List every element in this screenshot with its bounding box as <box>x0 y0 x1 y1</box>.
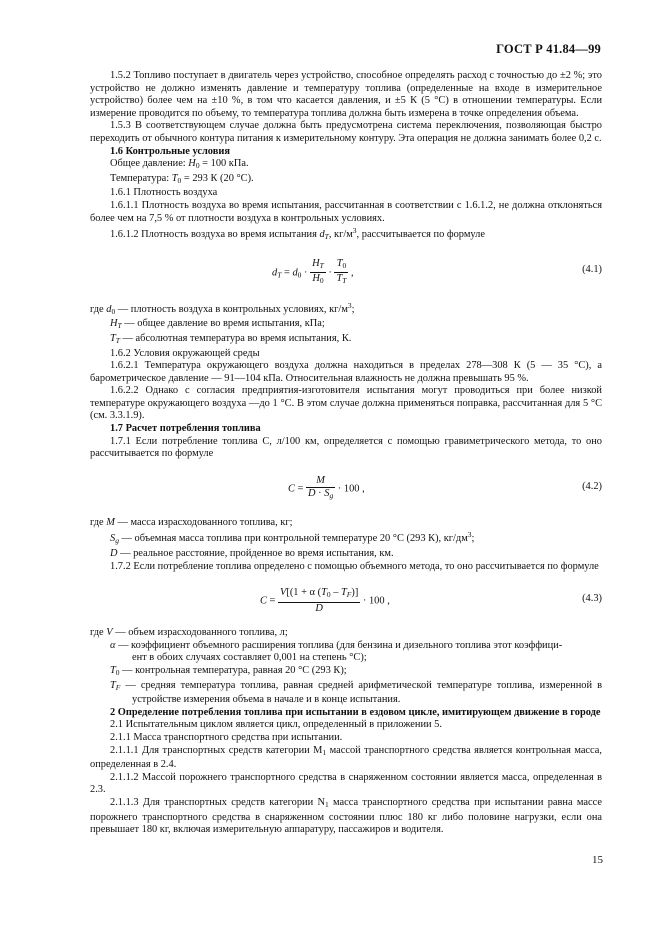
formula-4-2 <box>90 465 602 511</box>
equation-number: (4.3) <box>582 593 602 605</box>
equation-number: (4.1) <box>582 263 602 275</box>
fraction-t: $\frac{T_0}{T_T}$ <box>336 257 347 286</box>
para-1-6-1-1: 1.6.1.1 Плотность воздуха во время испытания, рассчитанная в соответствии с 1.6.1.2, не должна отклоняться более чем на 7,5 % от плотности воздуха в контрольных условиях. <box>90 199 602 224</box>
where-tf: $T_F$ — средняя температура топлива, равная средней арифметической температуре топлива, измеренной в устройстве измерения объема в начале и в конце испытания. <box>110 679 602 706</box>
para-2-1: 2.1 Испытательным циклом является цикл, определенный в приложении 5. <box>110 719 442 731</box>
equation-4-2: C = $\frac{M}{D \cdot S_g}$ · 100 , <box>288 475 365 503</box>
heading-2: 2 Определение потребления топлива при испытании в ездовом цикле, имитирующем движение в городе <box>110 706 601 718</box>
para-1-6-1: 1.6.1 Плотность воздуха <box>110 187 218 199</box>
formula-4-3 <box>90 577 602 621</box>
fraction-v: $\frac{V[(1 + \alpha (T_0 - T_F)]}{D}$ <box>280 587 359 614</box>
heading-1-6: 1.6 Контрольные условия <box>110 145 230 157</box>
para-1-6-2: 1.6.2 Условия окружающей среды <box>110 347 260 359</box>
para-1-5-3: 1.5.3 В соответствующем случае должна быть предусмотрена система переключения, позволяющая быстро переходить от обычного контура питания к измерительному контуру. Эта операция не должна занимать более 0,2 с. <box>90 120 602 144</box>
para-1-5-2: 1.5.2 Топливо поступает в двигатель через устройство, способное определять расход с точностью до ±2 %; это устройство не должно изменять давление и температуру топлива (определенные на входе в измерительное устройство) более чем на ±10 %, в том что касается давления, и ±5 К (5 °С) в отношении температуры. Если измерение проводится по объему, то температура топлива должна быть измерена в точке определения объема. <box>90 70 602 119</box>
para-pressure: Общее давление: $H_0 = 100$ кПа. <box>110 158 249 171</box>
para-1-7-2: 1.7.2 Если потребление топлива определено с помощью объемного метода, то оно рассчитывается по формуле <box>110 560 599 572</box>
where-alpha: α — коэффициент объемного расширения топлива (для бензина и дизельного топлива этот коэффици- <box>110 639 563 651</box>
para-1-6-2-1: 1.6.2.1 Температура окружающего воздуха должна находиться в пределах 278—308 К (5 — 35 °С), а барометрическое давление — 91—104 кПа. Относительная влажность не должна превышать 95 %. <box>90 360 602 384</box>
where-sg: $S_g$ — объемная масса топлива при контрольной температуре 20 °С (293 К), $кг/дм^3$; <box>110 530 475 546</box>
formula-4-1 <box>90 248 602 294</box>
para-2-1-1-3: 2.1.1.3 Для транспортных средств категории $N_1$ масса транспортного средства при испытании равна массе порожнего транспортного средства в снаряженном состоянии плюс 180 кг либо половине нагрузки, если она превышает 180 кг, включая измерительную аппаратуру, пассажиров и водителя. <box>90 796 603 836</box>
where-v: где V — объем израсходованного топлива, л; <box>90 627 288 639</box>
page-number: 15 <box>592 854 603 866</box>
para-temperature: Температура: $T_0 = 293$ К (20 °С). <box>110 172 254 185</box>
para-1-6-1-2: 1.6.1.2 Плотность воздуха во время испытания $d_T$, $кг/м^3$, рассчитывается по формуле <box>110 226 485 242</box>
fraction-h: $\frac{H_T}{H_0}$ <box>312 257 324 286</box>
equation-4-3: C = $\frac{V[(1 + \alpha (T_0 - T_F)]}{D}$ · 100 , <box>260 587 390 614</box>
para-1-7-1: 1.7.1 Если потребление топлива C, л/100 км, определяется с помощью гравиметрического метода, то оно рассчитывается по формуле <box>90 435 602 460</box>
fraction-m: $\frac{M}{D \cdot S_g}$ <box>308 474 334 501</box>
para-2-1-1-1: 2.1.1.1 Для транспортных средств категории $M_1$ массой транспортного средства является контрольная масса, определенная в 2.4. <box>90 744 602 771</box>
where-t0: $T_0$ — контрольная температура, равная 20 °С (293 К); <box>110 665 347 677</box>
para-2-1-1: 2.1.1 Масса транспортного средства при испытании. <box>110 731 343 743</box>
where-d: D — реальное расстояние, пройденное во время испытания, км. <box>110 548 394 560</box>
where-alpha-cont: ент в обоих случаях составляет 0,001 на степень °С); <box>132 652 367 664</box>
where-m: где M — масса израсходованного топлива, кг; <box>90 516 293 528</box>
where-ht: $H_T$ — общее давление во время испытания, кПа; <box>110 318 325 331</box>
equation-number: (4.2) <box>582 480 602 492</box>
para-2-1-1-2: 2.1.1.2 Массой порожнего транспортного средства в снаряженном состоянии является масса, определенная в 2.3. <box>90 771 602 796</box>
equation-4-1: $d_T = d_0$ · $\frac{H_T}{H_0}$ · $\frac{T_0}{T_T}$ , <box>272 258 354 288</box>
heading-1-7: 1.7 Расчет потребления топлива <box>110 423 261 435</box>
document-body <box>90 70 602 837</box>
para-1-6-2-2: 1.6.2.2 Однако с согласия предприятия-изготовителя испытания могут проводиться при более низкой температуре окружающего воздуха —до 1 °С. В этом случае должна применяться поправка, рассчитанная для 5 °С (см. 3.3.1.9). <box>90 385 602 422</box>
where-tt: $T_T$ — абсолютная температура во время испытания, К. <box>110 332 352 345</box>
standard-header: ГОСТ Р 41.84—99 <box>496 42 601 56</box>
where-d0: где $d_0$ — плотность воздуха в контрольных условиях, $кг/м^3$; <box>90 300 355 316</box>
